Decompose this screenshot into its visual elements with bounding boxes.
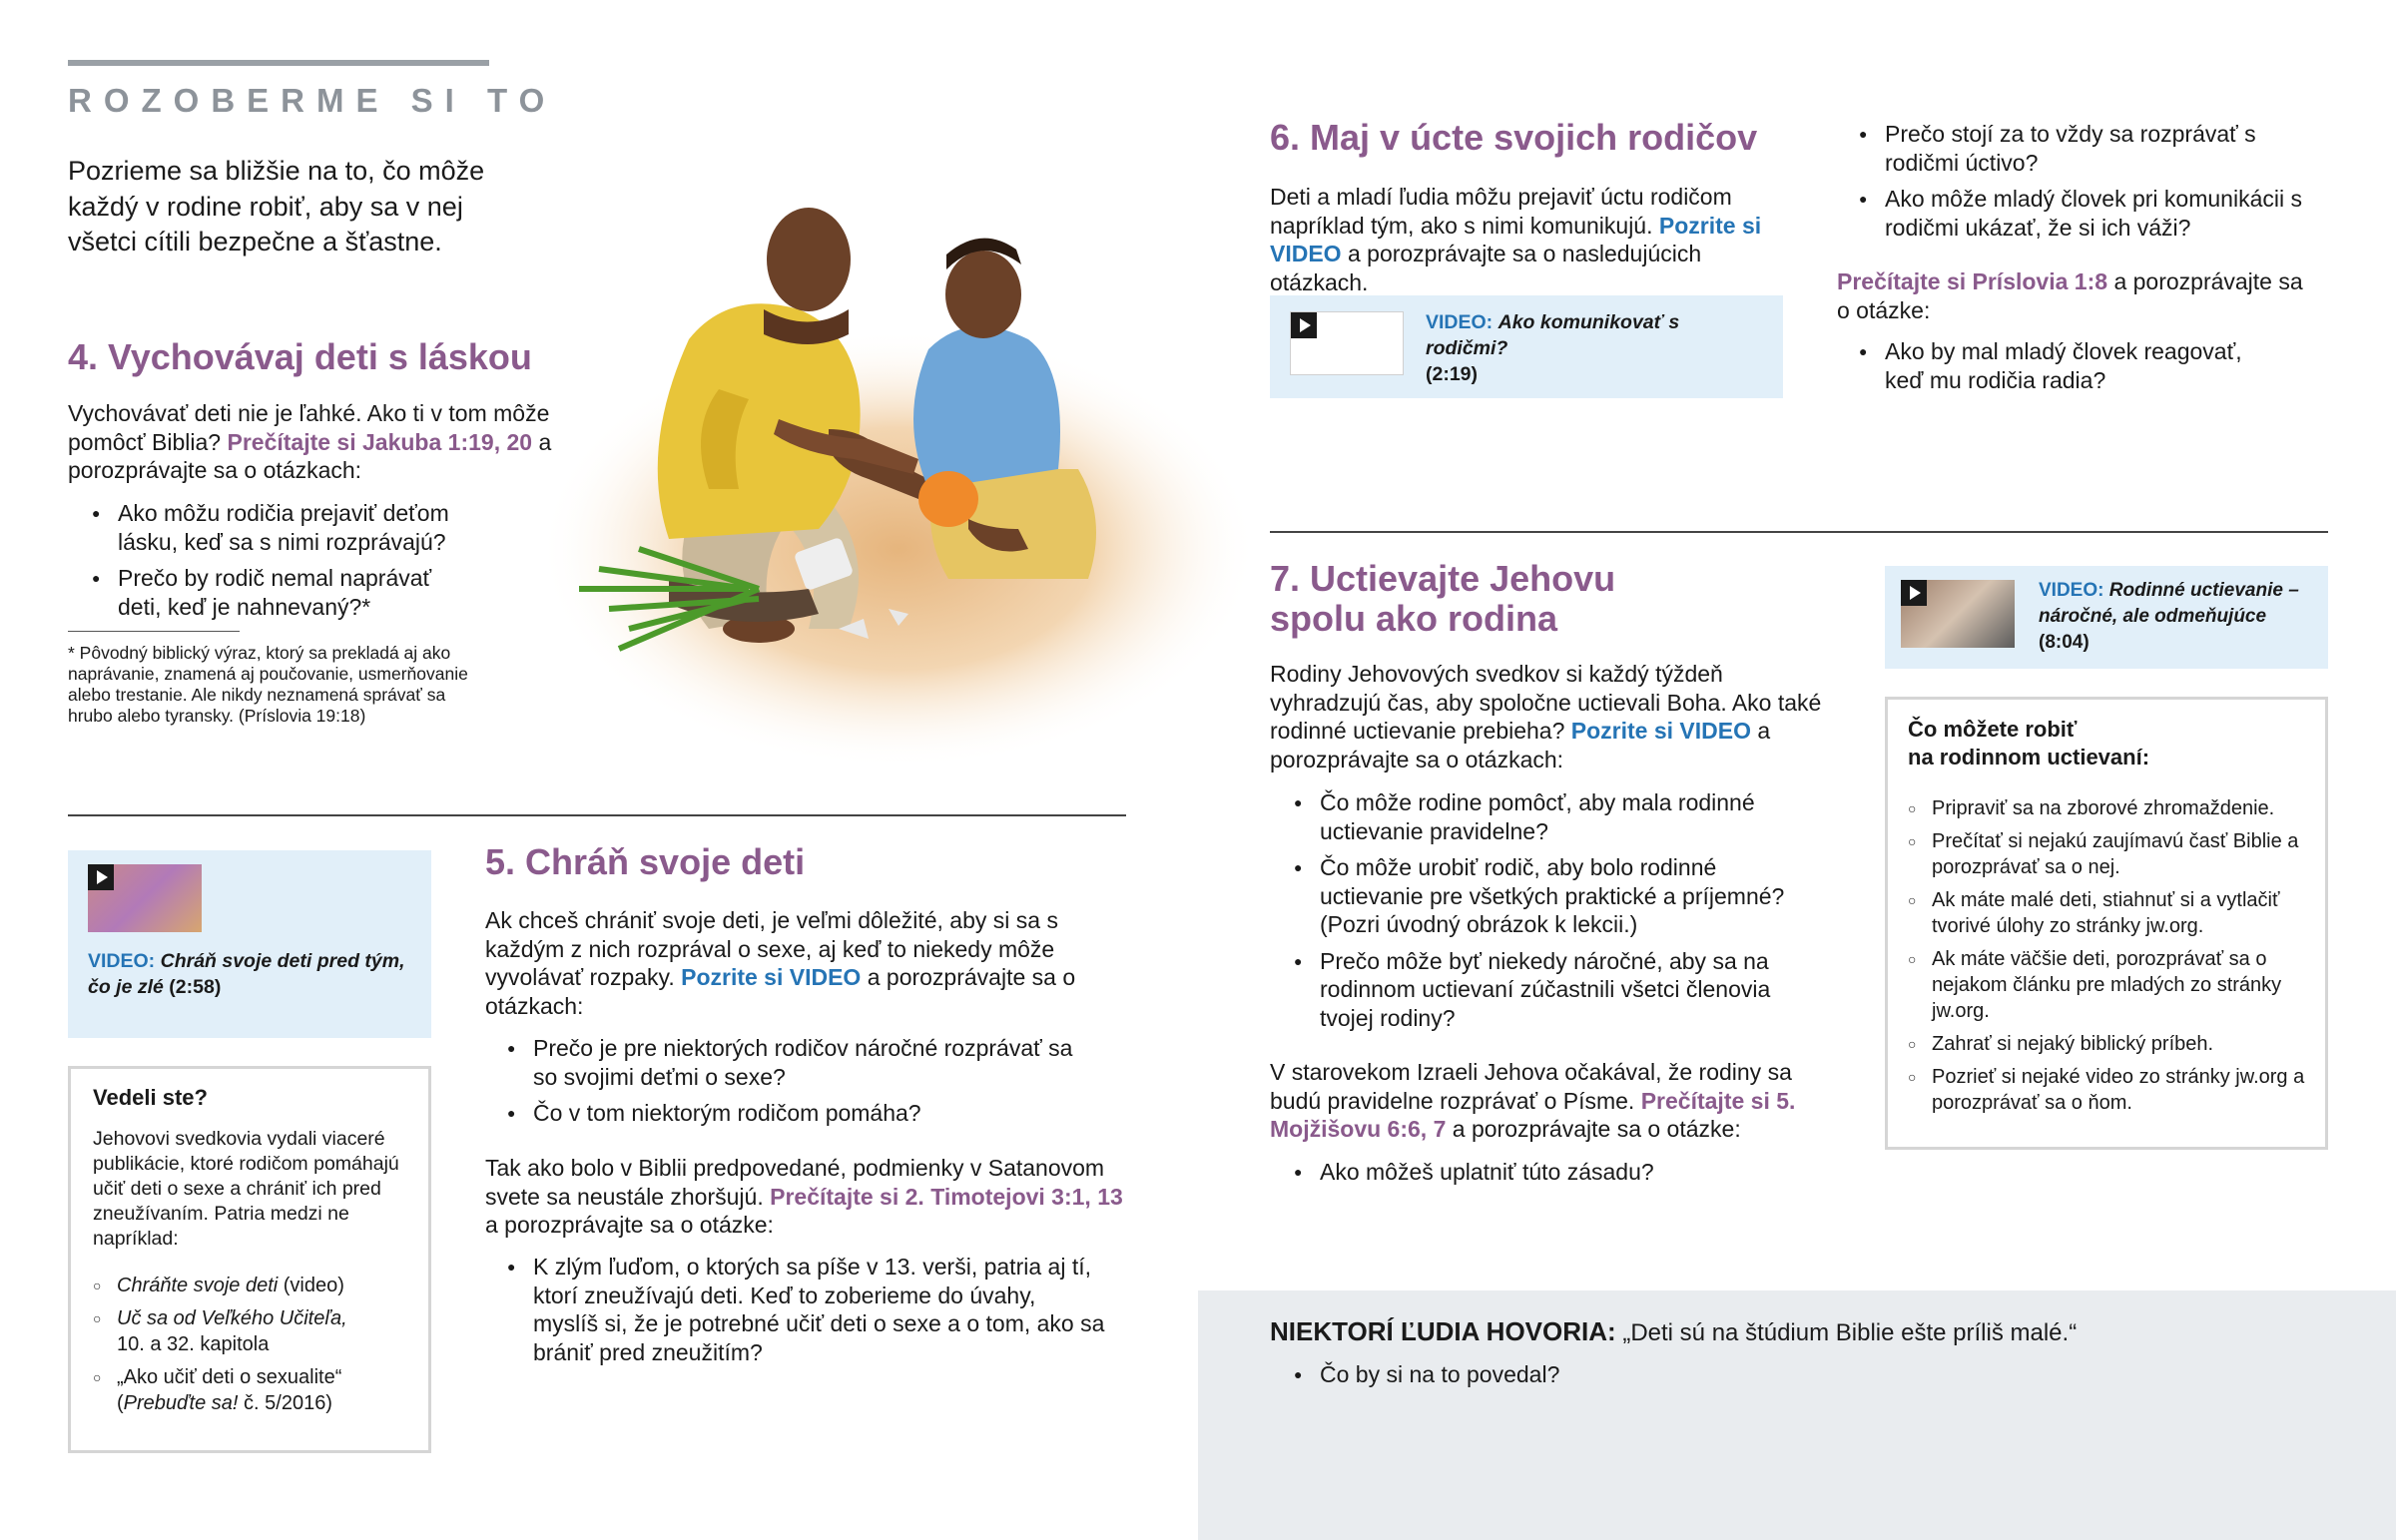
video-thumbnail[interactable] — [88, 864, 202, 932]
some-people-say-panel — [1198, 1290, 2396, 1540]
some-people-say-label: NIEKTORÍ ĽUDIA HOVORIA: — [1270, 1316, 1616, 1346]
section-7-questions-b — [1294, 1158, 1793, 1195]
scripture-link-timotejovi[interactable]: Prečítajte si 2. Timotejovi 3:1, 13 — [770, 1183, 1123, 1210]
some-people-say-questions — [1294, 1360, 2192, 1397]
publication-item: ○ Uč sa od Veľkého Učiteľa, 10. a 32. kapitola — [93, 1305, 412, 1357]
family-worship-box — [1885, 697, 2328, 1150]
section-6-paragraph: Deti a mladí ľudia môžu prejaviť úctu rodičom napríklad tým, ako s nimi komunikujú. Pozrite si VIDEO a porozprávajte sa o nasledujúcich otázkach. — [1270, 184, 1762, 295]
section-kicker: ROZOBERME SI TO — [68, 82, 557, 119]
section-7-title: 7. Uctievajte Jehovu spolu ako rodina — [1270, 558, 1616, 639]
illustration-father-son — [539, 130, 1258, 769]
section-7-paragraph-2: V starovekom Izraeli Jehova očakával, že rodiny sa budú pravidelne rozprávať o Písme. Prečítajte si 5. Mojžišovu 6:6, 7 a porozprávajte sa o otázke: — [1270, 1059, 1796, 1142]
family-worship-list — [1908, 795, 2307, 1123]
divider-left — [68, 814, 1126, 816]
list-item: ○ Prečítať si nejakú zaujímavú časť Biblie a porozprávať sa o nej. — [1908, 828, 2307, 880]
list-item: ○ Zahrať si nejaký biblický príbeh. — [1908, 1031, 2307, 1057]
video-card-komunikovat[interactable] — [1270, 295, 1783, 398]
question-item: ● Čo môže rodine pomôcť, aby mala rodinné uctievanie pravidelne? — [1294, 788, 1793, 845]
video-caption: VIDEO: Chráň svoje deti pred tým, čo je zlé (2:58) — [88, 950, 405, 998]
footnote-rule — [68, 631, 240, 632]
video-link[interactable]: Pozrite si VIDEO — [1570, 718, 1751, 744]
section-7-paragraph-1: Rodiny Jehovových svedkov si každý týždeň vyhradzujú čas, aby spoločne uctievali Boha. Ako také rodinné uctievanie prebieha? Pozrite si VIDEO a porozprávajte sa o otázkach: — [1270, 661, 1822, 772]
list-item: ○ Pozrieť si nejaké video zo stránky jw.org a porozprávať sa o ňom. — [1908, 1064, 2307, 1116]
section-4-paragraph: Vychovávať deti nie je ľahké. Ako ti v tom môže pomôcť Biblia? Prečítajte si Jakuba 1:19, 20 a porozprávajte sa o otázkach: — [68, 400, 552, 483]
question-item: ● Čo by si na to povedal? — [1294, 1360, 2192, 1389]
question-item: ● Prečo stojí za to vždy sa rozprávať s rodičmi úctivo? — [1859, 120, 2308, 177]
video-duration: (2:58) — [169, 976, 222, 998]
ball — [918, 471, 978, 527]
question-item: ● Ako môže mladý človek pri komunikácii s rodičmi ukázať, že si ich váži? — [1859, 185, 2308, 242]
intro-text: Pozrieme sa bližšie na to, čo môže každý v rodine robiť, aby sa v nej všetci cítili bezpečne a šťastne. — [68, 156, 485, 257]
list-item: ○ Ak máte malé deti, stiahnuť si a vytlačiť tvorivé úlohy zo stránky jw.org. — [1908, 887, 2307, 939]
did-you-know-box — [68, 1066, 431, 1453]
did-you-know-title: Vedeli ste? — [93, 1085, 208, 1110]
header-rule — [68, 60, 489, 66]
question-item: ● Ako môžeš uplatniť túto zásadu? — [1294, 1158, 1793, 1187]
video-thumbnail[interactable] — [1901, 580, 2015, 648]
section-6-title: 6. Maj v úcte svojich rodičov — [1270, 117, 1758, 158]
publication-item: ○ „Ako učiť deti o sexualite“ (Prebuďte sa! č. 5/2016) — [93, 1364, 412, 1416]
section-5-questions-b — [507, 1253, 1106, 1374]
family-worship-title: Čo môžete robiť na rodinnom uctievaní: — [1908, 717, 2150, 770]
list-item: ○ Pripraviť sa na zborové zhromaždenie. — [1908, 795, 2307, 821]
question-item: ● Ako by mal mladý človek reagovať, keď mu rodičia radia? — [1859, 337, 2278, 394]
play-icon[interactable] — [1291, 312, 1317, 338]
question-item: ● Prečo môže byť niekedy náročné, aby sa na rodinnom uctievaní zúčastnili všetci členovia tvojej rodiny? — [1294, 947, 1793, 1033]
section-6-questions-a — [1859, 120, 2308, 250]
play-icon[interactable] — [1901, 580, 1927, 606]
footnote: * Pôvodný biblický výraz, ktorý sa prekladá aj ako naprávanie, znamená aj poučovanie, usmerňovanie alebo trestanie. Ale nikdy neznamená správať sa hrubo alebo tyransky. (Príslovia 19:18) — [68, 643, 468, 726]
section-5-title: 5. Chráň svoje deti — [485, 841, 806, 882]
section-6-questions-b — [1859, 337, 2278, 402]
quote: „Deti sú na štúdium Biblie ešte príliš malé.“ — [1622, 1319, 2078, 1346]
video-thumbnail[interactable] — [1290, 311, 1404, 375]
video-duration: (2:19) — [1426, 363, 1479, 385]
scripture-link-prislovia[interactable]: Prečítajte si Príslovia 1:8 — [1837, 268, 2108, 294]
publication-list — [93, 1273, 412, 1423]
section-5-questions-a — [507, 1034, 1086, 1136]
play-icon[interactable] — [88, 864, 114, 890]
section-6-paragraph-2: Prečítajte si Príslovia 1:8 a porozprávajte sa o otázke: — [1837, 268, 2303, 323]
question-item: ● Ako môžu rodičia prejaviť deťom lásku, keď sa s nimi rozprávajú? — [92, 499, 471, 556]
video-title: Ako komunikovať s rodičmi? — [1426, 311, 1680, 359]
some-people-say-line — [1270, 1316, 2368, 1348]
divider-right — [1270, 531, 2328, 533]
video-title: Chráň svoje deti pred tým, čo je zlé — [88, 950, 405, 998]
section-5-paragraph-2: Tak ako bolo v Biblii predpovedané, podmienky v Satanovom svete sa neustále zhoršujú. Prečítajte si 2. Timotejovi 3:1, 13 a porozprávajte sa o otázke: — [485, 1155, 1123, 1238]
section-4-title: 4. Vychovávaj deti s láskou — [68, 336, 532, 377]
video-link[interactable]: Pozrite si VIDEO — [1270, 212, 1762, 266]
video-duration: (8:04) — [2039, 632, 2090, 653]
video-link[interactable]: Pozrite si VIDEO — [681, 964, 862, 990]
video-caption: VIDEO: Ako komunikovať s rodičmi? (2:19) — [1426, 311, 1680, 385]
video-card-rodinne-uctievanie[interactable] — [1885, 566, 2328, 669]
video-caption: VIDEO: Rodinné uctievanie – náročné, ale odmeňujúce (8:04) — [2039, 580, 2299, 653]
section-4-questions — [92, 499, 471, 629]
question-item: ● Prečo by rodič nemal naprávať deti, keď je nahnevaný?* — [92, 564, 471, 621]
question-item: ● K zlým ľuďom, o ktorých sa píše v 13. verši, patria aj tí, ktorí zneužívajú deti. Keď to zoberieme do úvahy, myslíš si, že je potrebné učiť deti o sexe a o tom, ako sa brániť pred zneužitím? — [507, 1253, 1106, 1366]
publication-item: ○ Chráňte svoje deti (video) — [93, 1273, 412, 1298]
question-item: ● Čo môže urobiť rodič, aby bolo rodinné uctievanie pre všetkých praktické a príjemné? (Pozri úvodný obrázok k lekcii.) — [1294, 853, 1793, 939]
section-7-questions-a — [1294, 788, 1793, 1040]
question-item: ● Čo v tom niektorým rodičom pomáha? — [507, 1099, 1086, 1128]
section-5-paragraph-1: Ak chceš chrániť svoje deti, je veľmi dôležité, aby si sa s každým z nich rozprával o sexe, aj keď to niekedy môže vyvolávať rozpaky. Pozrite si VIDEO a porozprávajte sa o otázkach: — [485, 907, 1076, 1019]
list-item: ○ Ak máte väčšie deti, porozprávať sa o nejakom článku pre mladých zo stránky jw.org. — [1908, 946, 2307, 1024]
video-title: Rodinné uctievanie – náročné, ale odmeňujúce — [2039, 580, 2299, 627]
video-card-chran-svoje-deti[interactable] — [68, 850, 431, 1038]
question-item: ● Prečo je pre niektorých rodičov náročné rozprávať sa so svojimi deťmi o sexe? — [507, 1034, 1086, 1091]
did-you-know-text: Jehovovi svedkovia vydali viaceré publikácie, ktoré rodičom pomáhajú učiť deti o sexe a chrániť ich pred zneužívaním. Patria medzi ne napríklad: — [93, 1128, 399, 1250]
scripture-link-mojzisovu[interactable]: Prečítajte si 5. Mojžišovu 6:6, 7 — [1270, 1087, 1796, 1142]
scripture-link-jakuba[interactable]: Prečítajte si Jakuba 1:19, 20 — [227, 428, 533, 455]
